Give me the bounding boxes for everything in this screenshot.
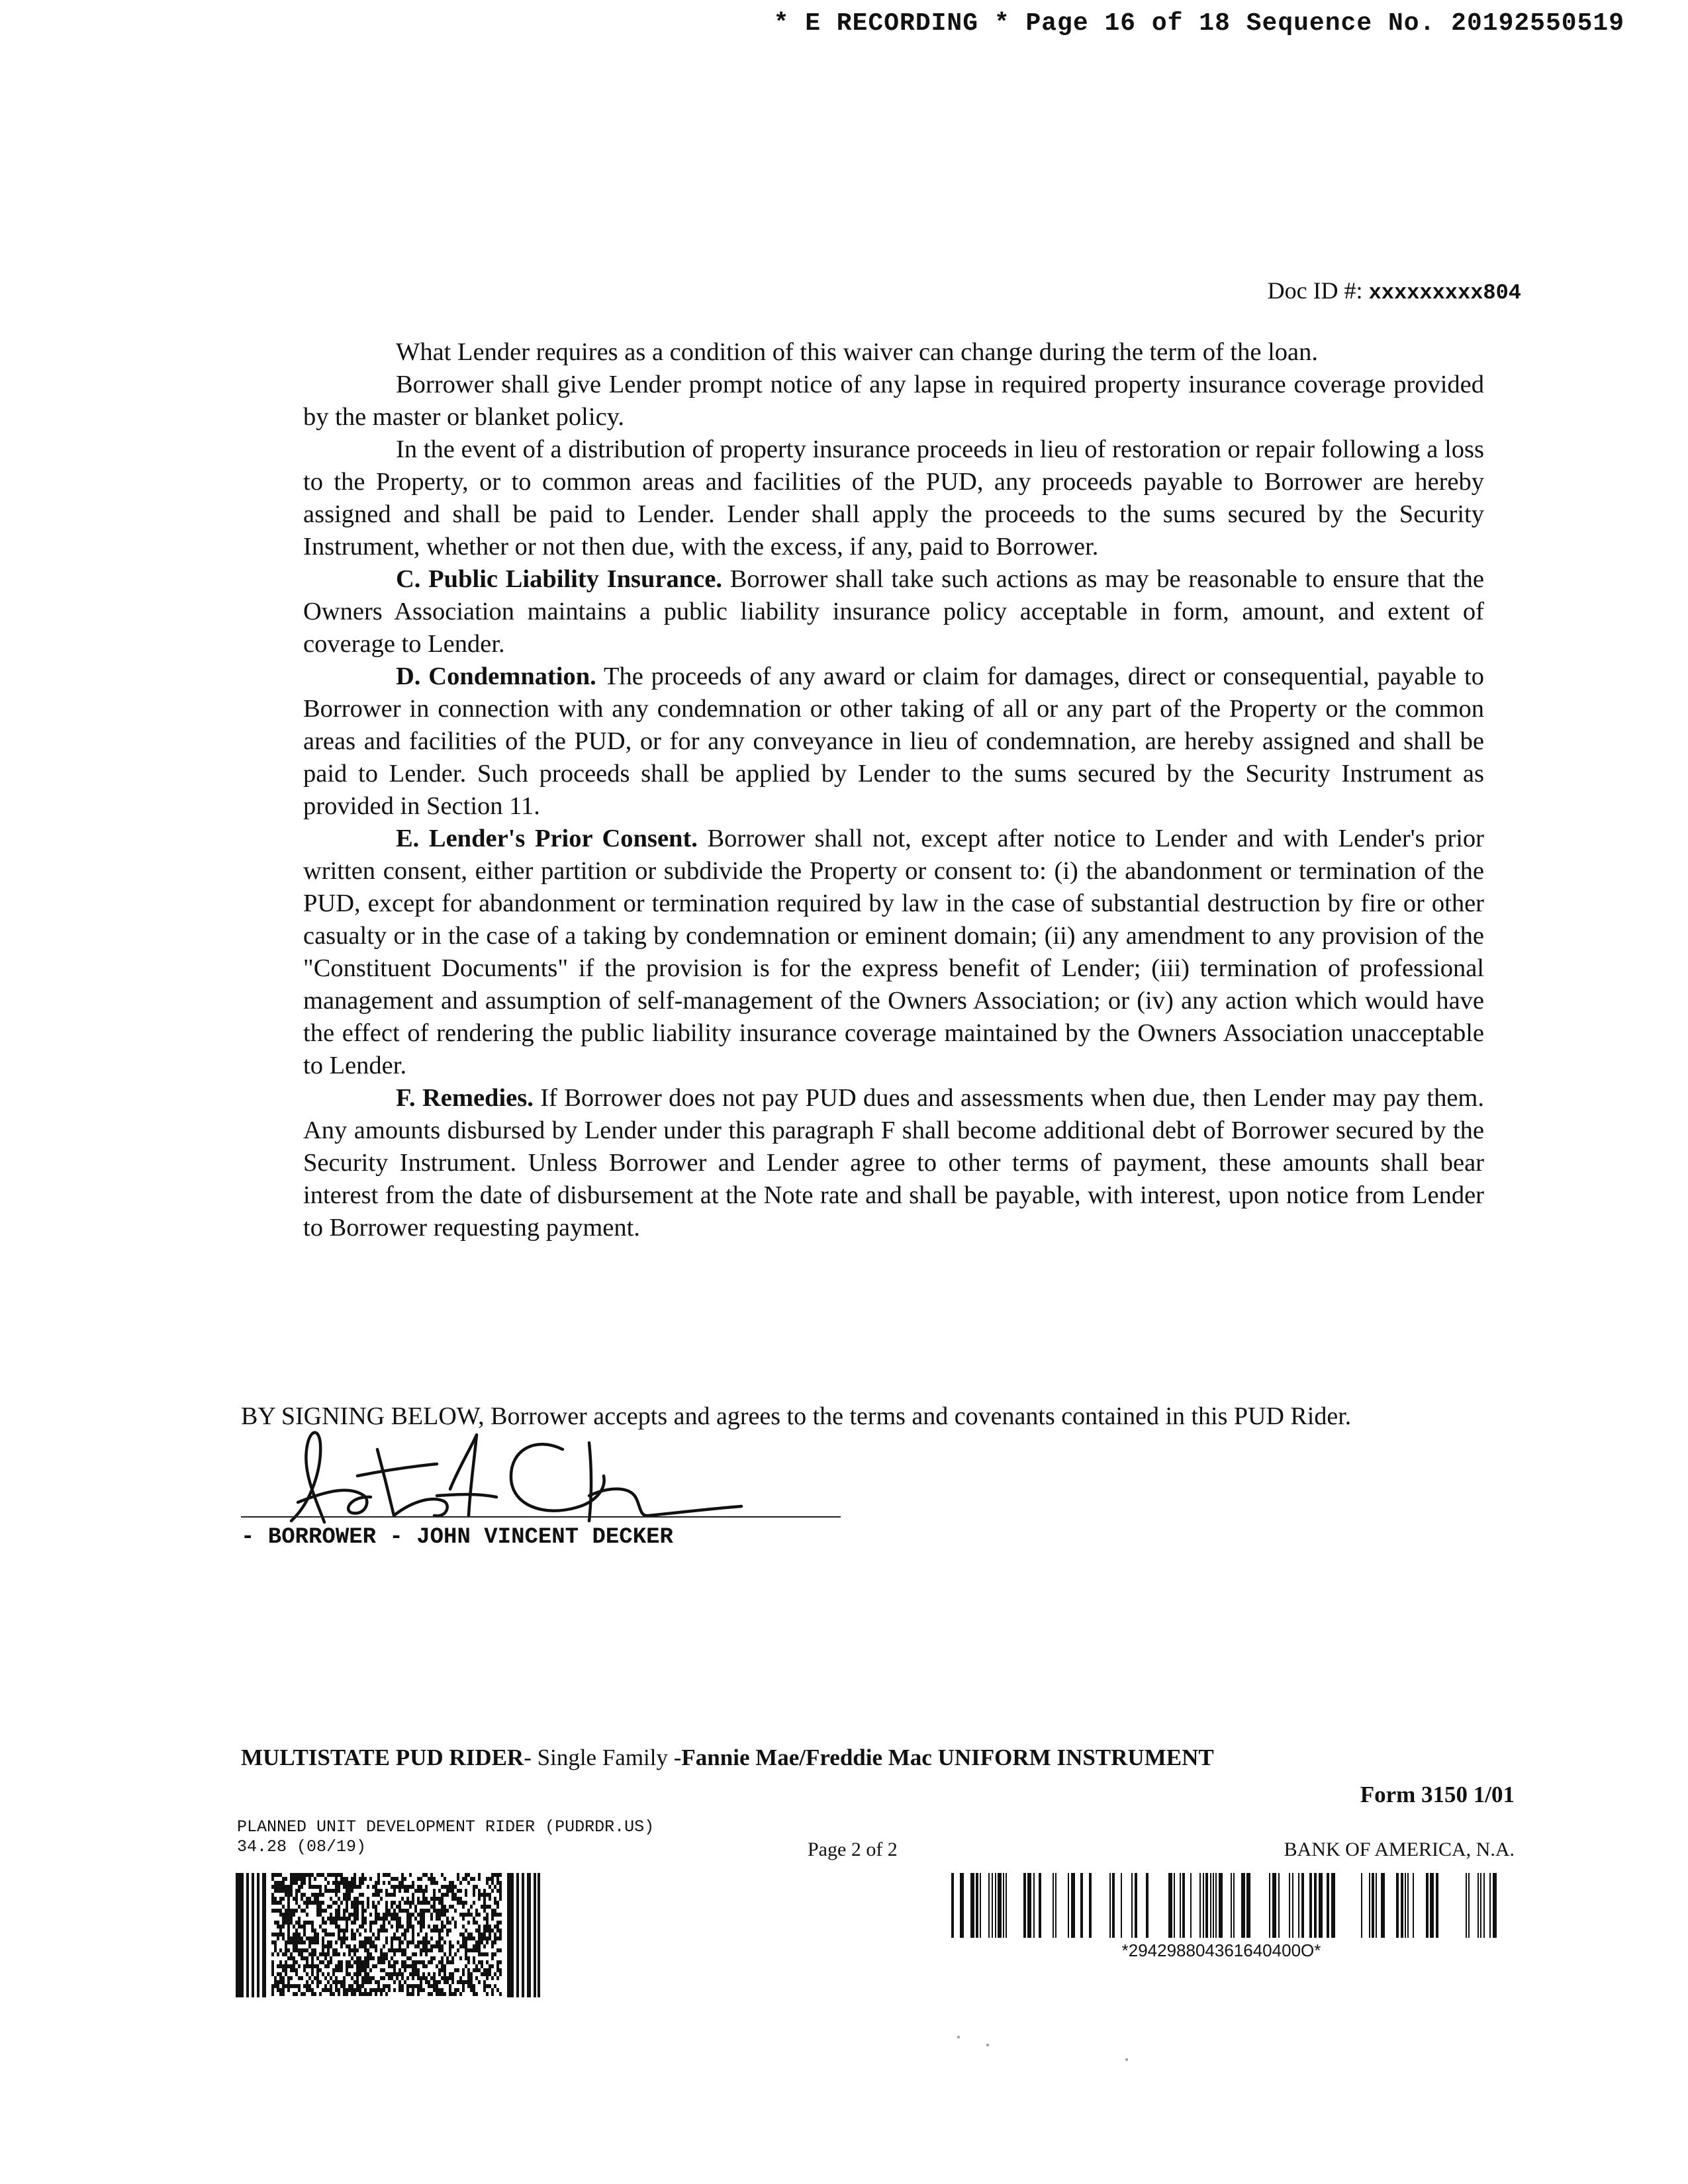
scan-speck xyxy=(1125,2058,1128,2061)
paragraph-lapse-notice: Borrower shall give Lender prompt notice of any lapse in required property insurance coverage provided by the master or blanket policy. xyxy=(303,371,1484,431)
form-title-part-3: Fannie Mae/Freddie Mac UNIFORM INSTRUMENT xyxy=(681,1745,1214,1770)
section-f-text: If Borrower does not pay PUD dues and assessments when due, then Lender may pay them. Any amounts disbursed by Lender under this paragraph F shall become additional debt of Borrower secured by the Security Instrument. Unless Borrower and Lender agree to other terms of payment, these amounts shall bear interest from the date of disbursement at the Note rate and shall be payable, with interest, upon notice from Lender to Borrower requesting payment. xyxy=(303,1084,1484,1242)
pdf417-barcode xyxy=(236,1873,540,1997)
section-e-text: Borrower shall not, except after notice to Lender and with Lender's prior written consent, either partition or subdivide the Property or consent to: (i) the abandonment or termination of the PUD, except for abandonment or termination required by law in the case of substantial destruction by fire or other casualty or in the case of a taking by condemnation or eminent domain; (ii) any amendment to any provision of the "Constituent Documents" if the provision is for the express benefit of Lender; (iii) termination of professional management and assumption of self-management of the Owners Association; or (iv) any action which would have the effect of rendering the public liability insurance coverage maintained by the Owners Association unacceptable to Lender. xyxy=(303,825,1484,1079)
borrower-signature xyxy=(278,1423,755,1529)
rider-code-version: 34.28 (08/19) xyxy=(237,1837,367,1856)
rider-code-name: PLANNED UNIT DEVELOPMENT RIDER (PUDRDR.US) xyxy=(237,1817,655,1837)
section-d-heading: D. Condemnation. xyxy=(396,662,596,690)
page-number: Page 2 of 2 xyxy=(808,1839,898,1860)
section-d-text: The proceeds of any award or claim for damages, direct or consequential, payable to Borrower in connection with any condemnation or other taking of all or any part of the Property or the common areas and facilities of the PUD, or for any conveyance in lieu of condemnation, are hereby assigned and shall be paid to Lender. Such proceeds shall be applied by Lender to the sums secured by the Security Instrument as provided in Section 11. xyxy=(303,662,1484,820)
section-f-remedies xyxy=(303,1082,1484,1244)
form-number: Form 3150 1/01 xyxy=(1360,1782,1515,1807)
doc-id-label: Doc ID #: xyxy=(1267,277,1369,304)
section-f-heading: F. Remedies. xyxy=(396,1084,534,1112)
signing-statement: BY SIGNING BELOW, Borrower accepts and agrees to the terms and covenants contained in this PUD Rider. xyxy=(241,1402,1352,1430)
section-d-condemnation xyxy=(303,660,1484,823)
doc-id-value: xxxxxxxxx804 xyxy=(1368,281,1521,305)
paragraph-insurance-proceeds: In the event of a distribution of property insurance proceeds in lieu of restoration or repair following a loss to the Property, or to common areas and facilities of the PUD, any proceeds payable to Borrower are hereby assigned and shall be paid to Lender. Lender shall apply the proceeds to the sums secured by the Security Instrument, whether or not then due, with the excess, if any, paid to Borrower. xyxy=(303,435,1484,561)
section-e-prior-consent xyxy=(303,823,1484,1082)
rider-code xyxy=(237,1817,654,1857)
signature-line xyxy=(241,1516,841,1518)
paragraph-waiver: What Lender requires as a condition of this waiver can change during the term of the loan. xyxy=(396,338,1318,366)
recording-stamp: * E RECORDING * Page 16 of 18 Sequence No. 20192550519 xyxy=(773,9,1624,38)
lender-name: BANK OF AMERICA, N.A. xyxy=(1284,1839,1515,1860)
scan-speck xyxy=(986,2044,989,2046)
scan-speck xyxy=(957,2036,960,2038)
form-title xyxy=(241,1745,1214,1771)
form-title-part-2: - Single Family - xyxy=(524,1745,682,1770)
section-e-heading: E. Lender's Prior Consent. xyxy=(396,825,698,852)
barcode-number: *294298804361640400O* xyxy=(1121,1940,1321,1960)
section-c-heading: C. Public Liability Insurance. xyxy=(396,565,722,593)
linear-barcode xyxy=(939,1873,1504,1938)
form-title-part-1: MULTISTATE PUD RIDER xyxy=(241,1745,524,1770)
rider-body xyxy=(303,336,1484,1244)
borrower-label: - BORROWER - JOHN VINCENT DECKER xyxy=(241,1525,673,1550)
doc-id xyxy=(1268,277,1521,305)
section-c-public-liability xyxy=(303,563,1484,660)
section-c-text: Borrower shall take such actions as may be reasonable to ensure that the Owners Association maintains a public liability insurance policy acceptable in form, amount, and extent of coverage to Lender. xyxy=(303,565,1485,658)
